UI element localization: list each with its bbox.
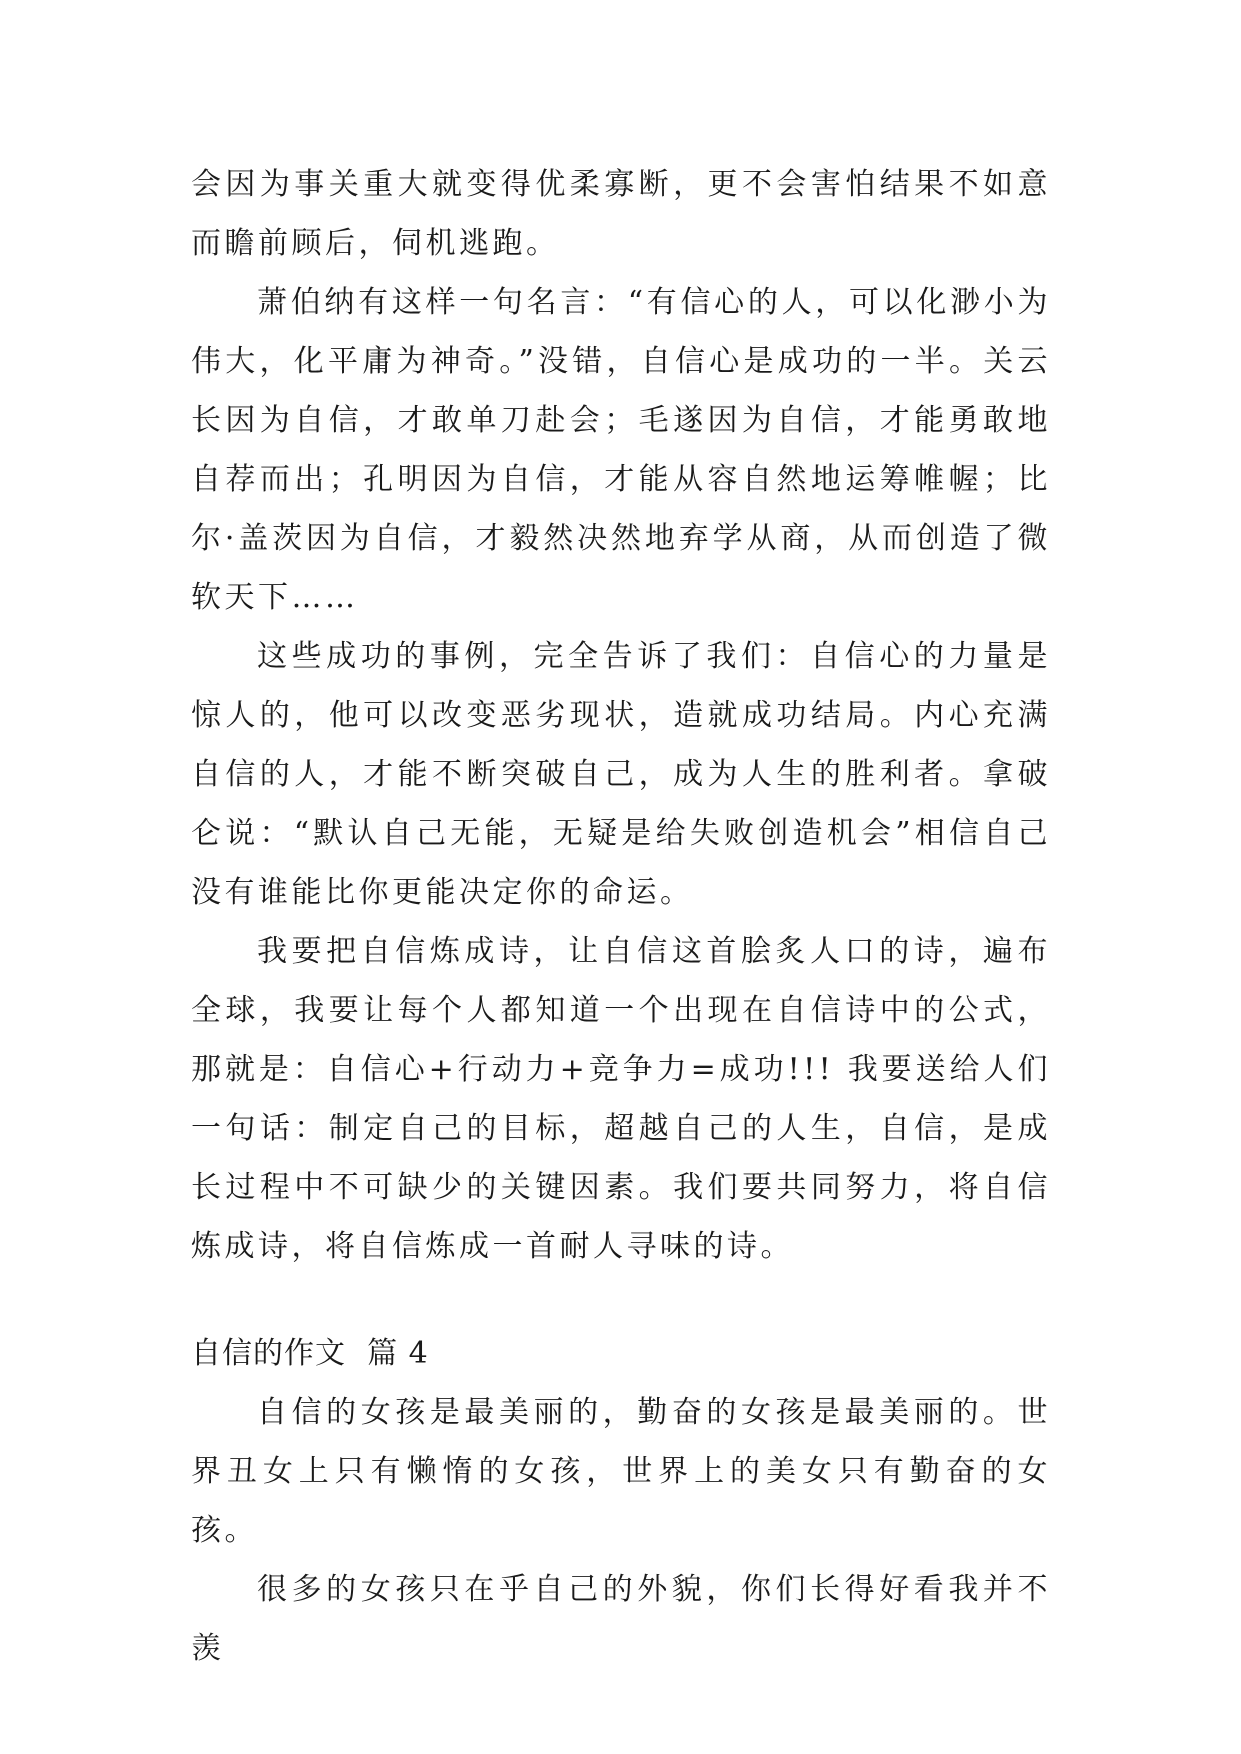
paragraph-confidence-poem: 我要把自信炼成诗，让自信这首脍炙人口的诗，遍布全球，我要让每个人都知道一个出现在自信诗中的公式，那就是：自信心+行动力+竞争力=成功!!! 我要送给人们一句话：制定自己的目标，超越自己的人生，自信，是成长过程中不可缺少的关键因素。我们要共同努力，将自信炼成诗，将自信炼成一首耐人寻味的诗。 [191, 934, 1051, 1264]
document-body [191, 155, 1051, 1678]
section-heading-text: 自信的作文 篇 4 [191, 1336, 429, 1371]
paragraph-success-examples: 这些成功的事例，完全告诉了我们：自信心的力量是惊人的，他可以改变恶劣现状，造就成功结局。内心充满自信的人，才能不断突破自己，成为人生的胜利者。拿破仑说：“默认自己无能，无疑是给失败创造机会”相信自己没有谁能比你更能决定你的命运。 [191, 639, 1051, 910]
paragraph-shaw-quote: 萧伯纳有这样一句名言：“有信心的人，可以化渺小为伟大，化平庸为神奇。”没错，自信心是成功的一半。关云长因为自信，才敢单刀赴会；毛遂因为自信，才能勇敢地自荐而出；孔明因为自信，才能从容自然地运筹帷幄；比尔·盖茨因为自信，才毅然决然地弃学从商，从而创造了微软天下…… [191, 285, 1051, 615]
paragraph-continuation: 会因为事关重大就变得优柔寡断，更不会害怕结果不如意而瞻前顾后，伺机逃跑。 [191, 167, 1051, 261]
paragraph-appearance: 很多的女孩只在乎自己的外貌，你们长得好看我并不羡 [191, 1572, 1051, 1666]
paragraph-confident-girl: 自信的女孩是最美丽的，勤奋的女孩是最美丽的。世界丑女上只有懒惰的女孩，世界上的美女只有勤奋的女孩。 [191, 1395, 1051, 1548]
section-heading [191, 1324, 1051, 1383]
